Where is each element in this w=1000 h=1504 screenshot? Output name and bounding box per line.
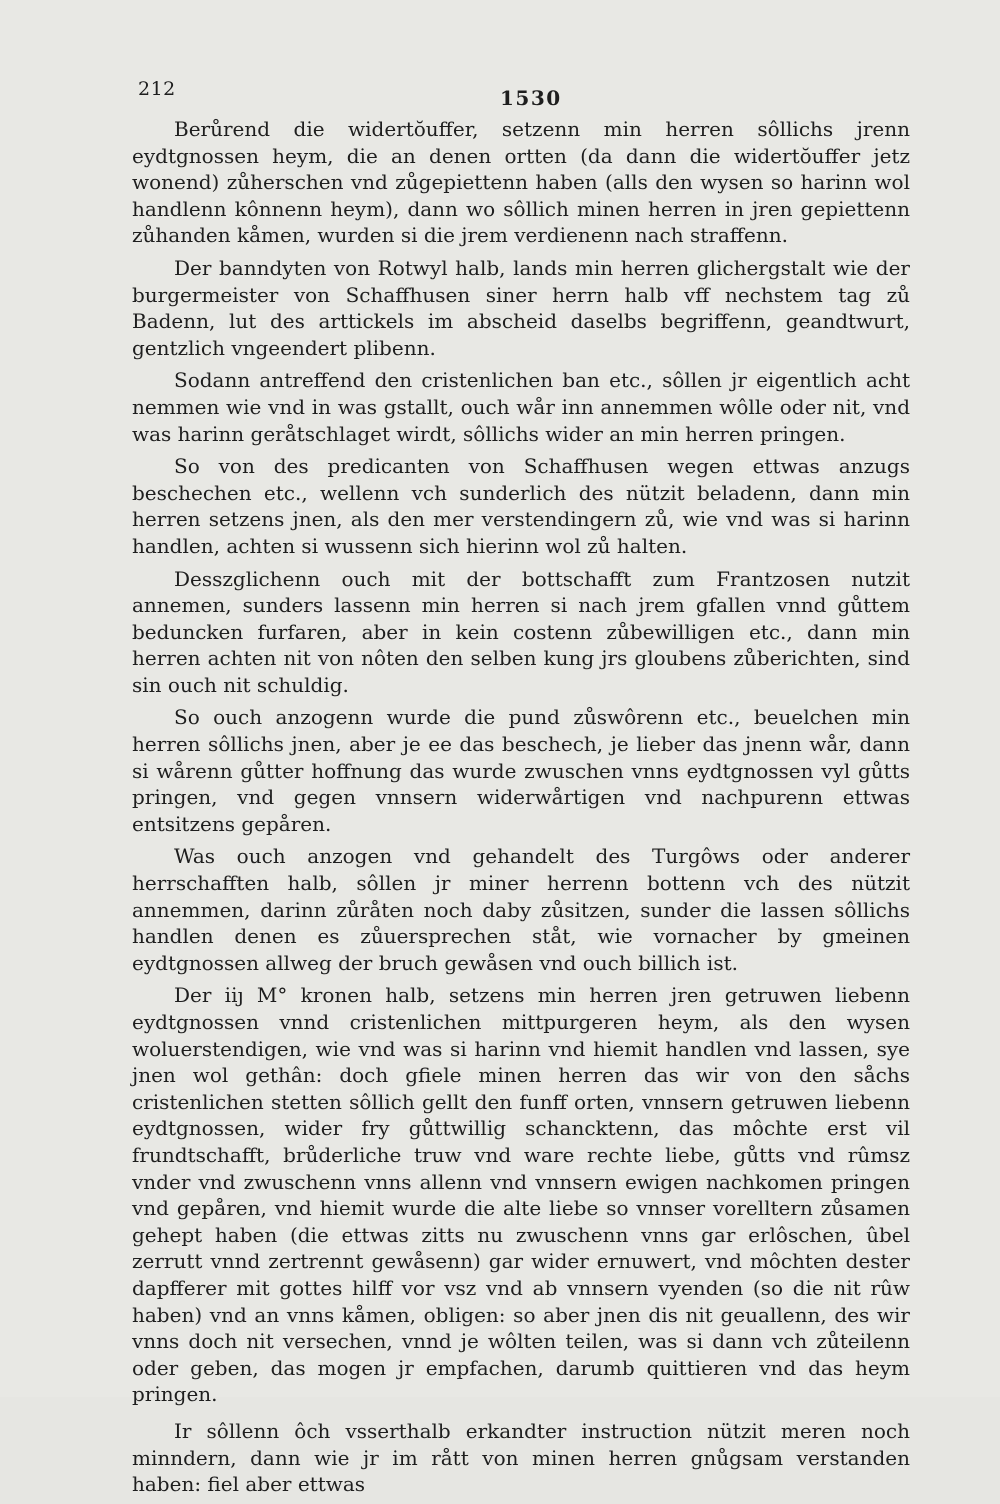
page-number: 212 [138,78,176,100]
year-heading: 1530 [500,86,562,110]
paragraph-9: Ir sôllenn ôch vsserthalb erkandter instruction nützit meren noch minndern, dann wie jr im rått von minen herren gnůgsam verstanden haben: fiel aber ettwas [132,1418,910,1497]
paragraph-4: So von des predicanten von Schaffhusen wegen ettwas anzugs beschechen etc., wellenn vch sunderlich des nützit beladenn, dann min herren setzens jnen, als den mer verstendingern zů, wie vnd was si harinn handlen, achten si wussenn sich hierinn wol zů halten. [132,454,910,558]
paragraph-6: So ouch anzogenn wurde die pund zůswôrenn etc., beuelchen min herren sôllichs jnen, aber je ee das beschech, je lieber das jnenn wår, dann si wårenn gůtter hoffnung das wurde zwuschen vnns eydtgnossen vyl gůtts pringen, vnd gegen vnnsern widerwårtigen vnd nachpurenn ettwas entsitzens gepåren. [132,705,910,836]
paragraph-8: Der iiȷ M° kronen halb, setzens min herren jren getruwen liebenn eydtgnossen vnnd cristenlichen mittpurgeren heym, als den wysen woluerstendigen, wie vnd was si harinn vnd hiemit handlen vnd lassen, sye jnen wol gethân: doch gfiele minen herren das wir von den såchs cristenlichen stetten sôllich gellt den funff orten, vnnsern getruwen liebenn eydtgnossen, wider fry gůttwillig schancktenn, das môchte erst vil frundtschafft, brůderliche truw vnd ware rechte liebe, gůtts vnd rûmsz vnder vnd zwuschenn vnns allenn vnd vnnsern ewigen nachkomen pringen vnd gepåren, vnd hiemit wurde die alte liebe so vnnser vorelltern zůsamen gehept haben (die ettwas zitts nu zwuschenn vnns gar erlôschen, ûbel zerrutt vnnd zertrennt gewåsenn) gar wider ernuwert, vnd môchten dester dapfferer mit gottes hilff vor vsz vnd ab vnnsern vyenden (so die nit rûw haben) vnd an vnns kåmen, obligen: so aber jnen dis nit geuallenn, des wir vnns doch nit versechen, vnnd je wôlten teilen, was si dann vch zůteilenn oder geben, das mogen jr empfachen, darumb quittieren vnd das heym pringen. [132,983,910,1407]
paragraph-5: Desszglichenn ouch mit der bottschafft zum Frantzosen nutzit annemen, sunders lassenn min herren si nach jrem gfallen vnnd gůttem beduncken furfaren, aber in kein costenn zůbewilligen etc., dann min herren achten nit von nôten den selben kung jrs gloubens zůberichten, sind sin ouch nit schuldig. [132,566,910,697]
paragraph-3: Sodann antreffend den cristenlichen ban etc., sôllen jr eigentlich acht nemmen wie vnd in was gstallt, ouch wår inn annemmen wôlle oder nit, vnd was harinn geråtschlaget wirdt, sôllichs wider an min herren pringen. [132,368,910,446]
paragraph-1: Berůrend die widertŏuffer, setzenn min herren sôllichs jrenn eydtgnossen heym, die an denen ortten (da dann die widertŏuffer jetz wonend) zůherschen vnd zůgepiettenn haben (alls den wysen so harinn wol handlenn kônnenn heym), dann wo sôllich minen herren in jren gepiettenn zůhanden kåmen, wurden si die jrem verdienenn nach straffenn. [132,117,910,248]
body-text [132,116,910,1504]
paragraph-2: Der banndyten von Rotwyl halb, lands min herren glichergstalt wie der burgermeister von Schaffhusen siner herrn halb vff nechstem tag zů Badenn, lut des arttickels im abscheid daselbs begriffenn, geandtwurt, gentzlich vngeendert plibenn. [132,255,910,360]
paragraph-7: Was ouch anzogen vnd gehandelt des Turgôws oder anderer herrschafften halb, sôllen jr miner herrenn bottenn vch des nützit annemmen, darinn zůråten noch daby zůsitzen, sunder die lassen sôllichs handlen denen es zůuersprechen ståt, wie vornacher by gmeinen eydtgnossen allweg der bruch gewåsen vnd ouch billich ist. [132,844,910,975]
